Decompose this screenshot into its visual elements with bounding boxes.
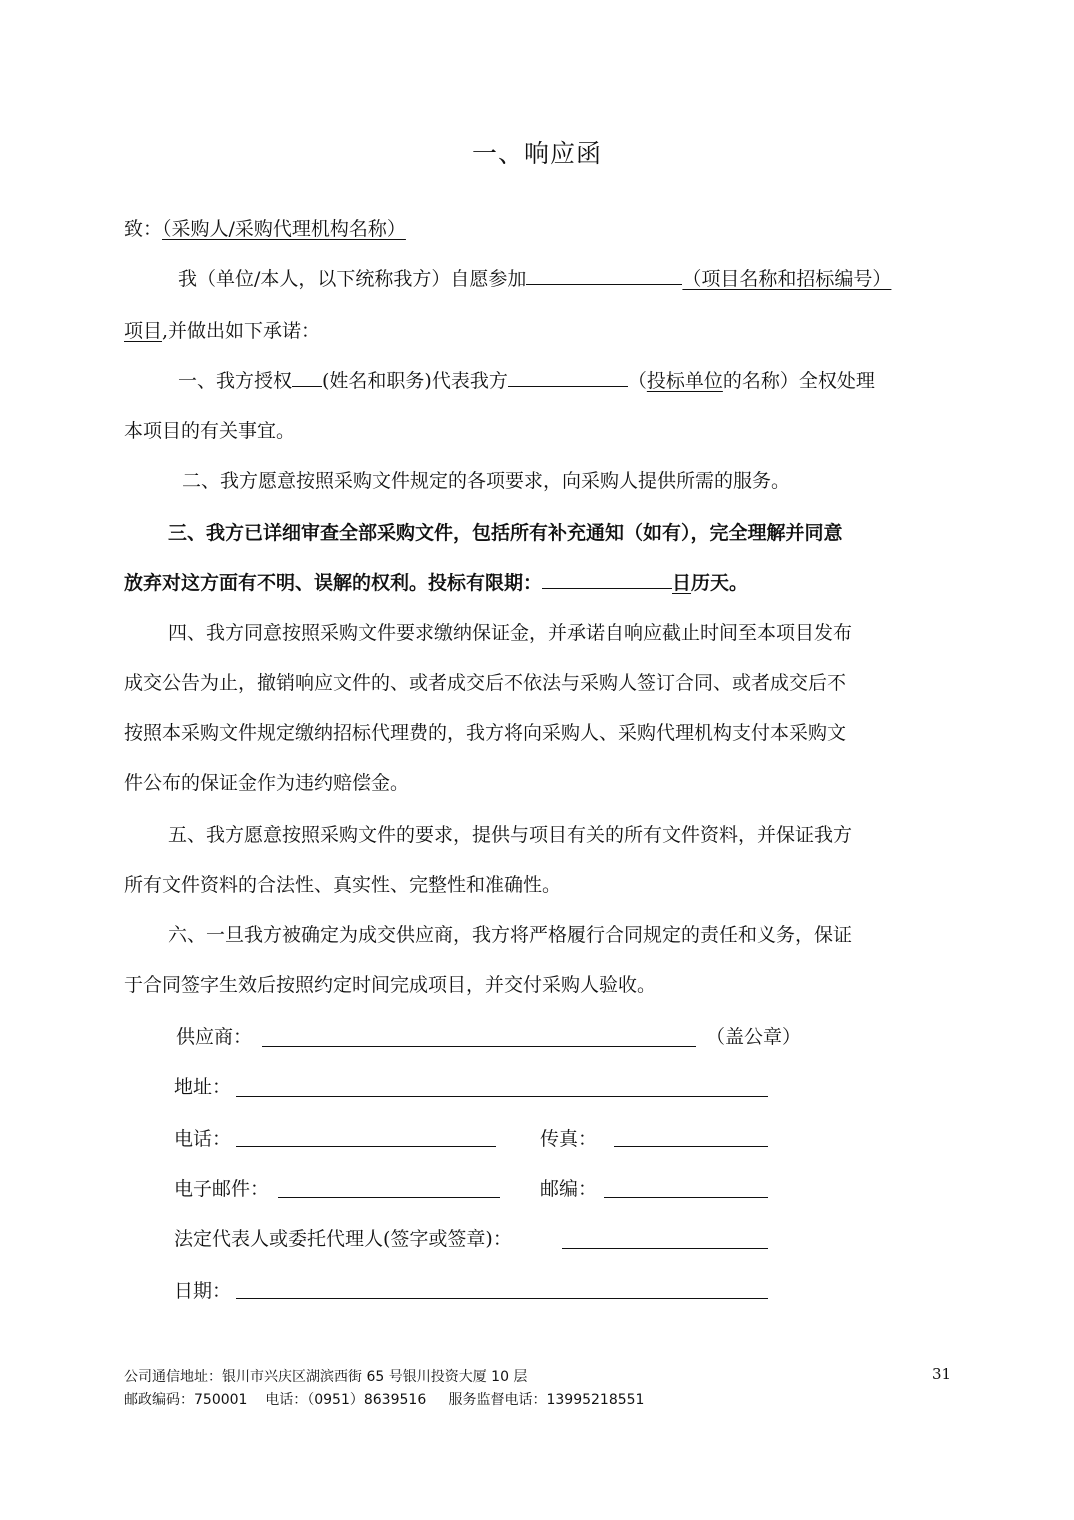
page-title: 一、响应函 [471,139,602,168]
validity-days-blank [542,570,672,589]
phone-label: 电话： [174,1128,232,1150]
clause-1-text-e: 的名称）全权处理 [722,370,875,392]
clause-3-line-2 [124,570,748,596]
supplier-label: 供应商： [176,1026,253,1048]
clause-3-text: 放弃对这方面有不明、误解的权利。投标有限期： [124,572,543,594]
phone-field[interactable] [236,1146,496,1147]
representative-label: 法定代表人或委托代理人(签字或签章)： [174,1228,512,1250]
clause-1-text-c: （ [627,370,647,392]
bidder-blank [508,368,628,387]
page-number: 31 [932,1365,952,1383]
authorized-person-blank [292,368,322,387]
date-field[interactable] [236,1298,768,1299]
intro-text: 我（单位/本人，以下统称我方）自愿参加 [178,268,527,290]
clause-6-line-1: 六、一旦我方被确定为成交供应商，我方将严格履行合同规定的责任和义务，保证 [168,924,853,946]
footer-contact: 邮政编码：750001 电话：（0951）8639516 服务监督电话：13995218551 [124,1392,645,1408]
fax-field[interactable] [614,1146,768,1147]
seal-label: （盖公章） [706,1026,802,1048]
email-label: 电子邮件： [174,1178,270,1200]
to-label: 致： [124,218,163,240]
intro-continue: ,并做出如下承诺： [162,320,321,342]
clause-5-line-2: 所有文件资料的合法性、真实性、完整性和准确性。 [124,874,562,896]
project-name-hint: （项目名称和招标编号） [682,268,892,290]
clause-4-line-4: 件公布的保证金作为违约赔偿金。 [124,772,410,794]
clause-3-end: 历天。 [691,572,749,594]
clause-4-line-1: 四、我方同意按照采购文件要求缴纳保证金，并承诺自响应截止时间至本项目发布 [168,622,853,644]
bidder-unit-hint: 投标单位 [646,370,723,392]
address-field[interactable] [236,1096,768,1097]
date-label: 日期： [174,1280,232,1302]
clause-4-line-2: 成交公告为止，撤销响应文件的、或者成交后不依法与采购人签订合同、或者成交后不 [124,672,847,694]
clause-1-line-1 [178,368,875,394]
intro-line [178,266,891,292]
clause-5-line-1: 五、我方愿意按照采购文件的要求，提供与项目有关的所有文件资料，并保证我方 [168,824,853,846]
postcode-field[interactable] [604,1197,768,1198]
addressee-name: （采购人/采购代理机构名称） [162,218,406,240]
clause-1-text-b: (姓名和职务)代表我方 [322,370,508,392]
footer-address: 公司通信地址：银川市兴庆区湖滨西街 65 号银川投资大厦 10 层 [124,1369,528,1385]
day-word: 日 [672,572,692,594]
intro-line-2 [124,318,320,344]
clause-6-line-2: 于合同签字生效后按照约定时间完成项目，并交付采购人验收。 [124,974,657,996]
addressee-line [124,216,406,242]
email-field[interactable] [278,1197,500,1198]
address-label: 地址： [174,1076,232,1098]
clause-1-text-a: 一、我方授权 [178,370,293,392]
representative-signature-field[interactable] [562,1248,768,1249]
project-word: 项目 [124,320,163,342]
clause-3-line-1: 三、我方已详细审查全部采购文件，包括所有补充通知（如有），完全理解并同意 [168,522,843,544]
supplier-field[interactable] [262,1046,696,1047]
project-blank [526,266,682,285]
clause-1-line-2: 本项目的有关事宜。 [124,420,296,442]
clause-2: 二、我方愿意按照采购文件规定的各项要求，向采购人提供所需的服务。 [182,470,791,492]
fax-label: 传真： [540,1128,598,1150]
clause-4-line-3: 按照本采购文件规定缴纳招标代理费的，我方将向采购人、采购代理机构支付本采购文 [124,722,847,744]
postcode-label: 邮编： [540,1178,598,1200]
